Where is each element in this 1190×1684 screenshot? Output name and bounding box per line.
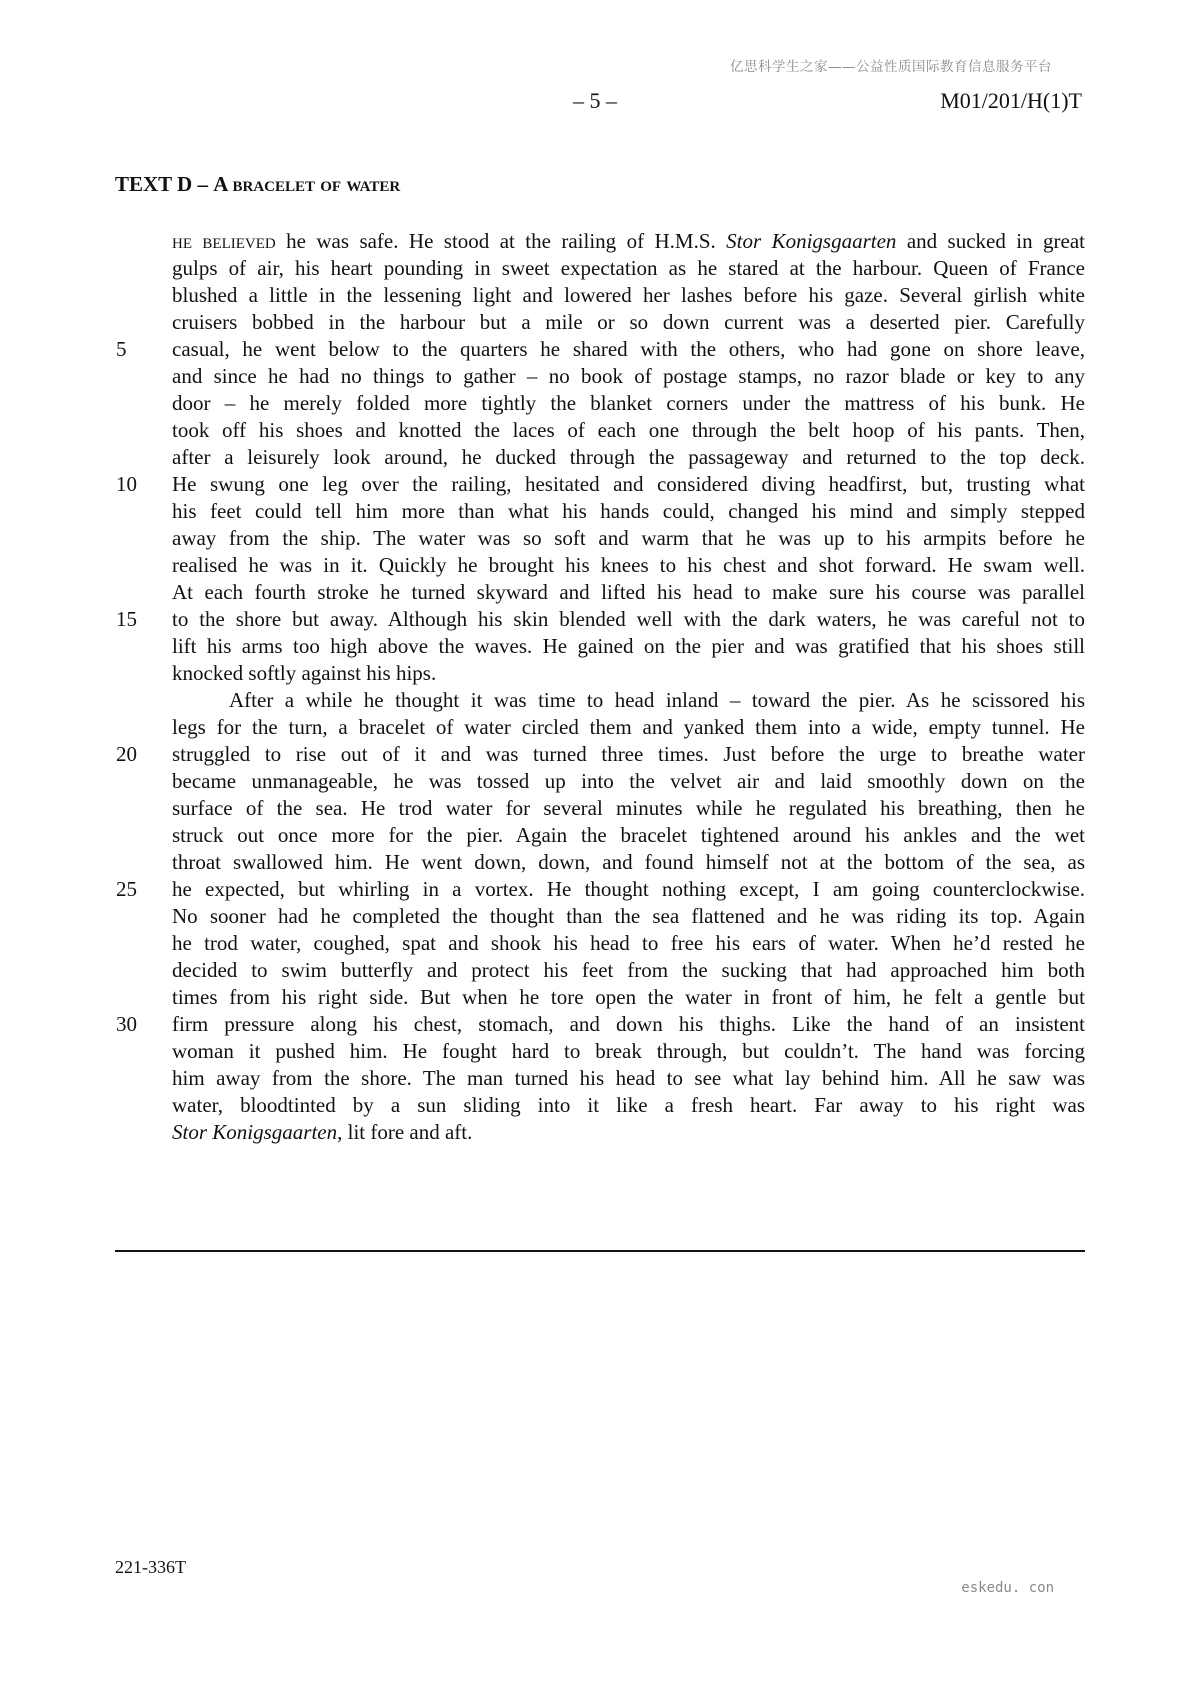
line-text: firm pressure along his chest, stomach, and down his thighs. Like the hand of an insistent xyxy=(172,1012,1085,1036)
passage-line xyxy=(116,336,1085,363)
line-number: 20 xyxy=(116,742,137,766)
passage-line: his feet could tell him more than what his hands could, changed his mind and simply stepped xyxy=(172,499,1085,523)
line-text: and sucked in great xyxy=(896,229,1085,253)
passage-line: times from his right side. But when he tore open the water in front of him, he felt a gentle but xyxy=(172,985,1085,1009)
horizontal-rule xyxy=(115,1250,1085,1252)
passage-line: After a while he thought it was time to head inland – toward the pier. As he scissored his xyxy=(229,688,1085,712)
line-text: he expected, but whirling in a vortex. He thought nothing except, I am going counterclockwise. xyxy=(172,877,1085,901)
footer-watermark: eskedu. con xyxy=(961,1580,1054,1596)
passage-line: throat swallowed him. He went down, down, and found himself not at the bottom of the sea, as xyxy=(172,850,1085,874)
passage-line: after a leisurely look around, he ducked through the passageway and returned to the top deck. xyxy=(172,445,1085,469)
passage-line xyxy=(116,606,1085,633)
passage-line xyxy=(116,741,1085,768)
title-prefix: TEXT D – xyxy=(115,172,214,196)
passage-line: became unmanageable, he was tossed up into the velvet air and laid smoothly down on the xyxy=(172,769,1085,793)
passage-line xyxy=(116,471,1085,498)
line-text: casual, he went below to the quarters he shared with the others, who had gone on shore leave, xyxy=(172,337,1085,361)
passage-line: lift his arms too high above the waves. He gained on the pier and was gratified that his shoes still xyxy=(172,634,1085,658)
passage-line: surface of the sea. He trod water for several minutes while he regulated his breathing, then he xyxy=(172,796,1085,820)
passage-line-final xyxy=(172,1119,1085,1146)
passage-line: cruisers bobbed in the harbour but a mile or so down current was a deserted pier. Carefully xyxy=(172,310,1085,334)
passage-line: door – he merely folded more tightly the blanket corners under the mattress of his bunk. He xyxy=(172,391,1085,415)
passage-line: woman it pushed him. He fought hard to break through, but couldn’t. The hand was forcing xyxy=(172,1039,1085,1063)
passage-line: blushed a little in the lessening light and lowered her lashes before his gaze. Several girlish white xyxy=(172,283,1085,307)
line-text: struggled to rise out of it and was turned three times. Just before the urge to breathe water xyxy=(172,742,1085,766)
line-number: 10 xyxy=(116,472,137,496)
line-number: 15 xyxy=(116,607,137,631)
footer-code: 221-336T xyxy=(115,1557,186,1577)
header-watermark: 亿思科学生之家——公益性质国际教育信息服务平台 xyxy=(730,59,1052,75)
line-text: lit fore and aft. xyxy=(342,1120,473,1144)
passage-line: No sooner had he completed the thought than the sea flattened and he was riding its top. Again xyxy=(172,904,1085,928)
passage-line: away from the ship. The water was so soft and warm that he was up to his armpits before he xyxy=(172,526,1085,550)
ship-name: Stor Konigsgaarten xyxy=(726,229,897,253)
line-number: 30 xyxy=(116,1012,137,1036)
passage-line xyxy=(116,876,1085,903)
page-number: – 5 – xyxy=(573,88,617,113)
line-text: to the shore but away. Although his skin blended well with the dark waters, he was careful not to xyxy=(172,607,1085,631)
passage-line: At each fourth stroke he turned skyward and lifted his head to make sure his course was parallel xyxy=(172,580,1085,604)
passage-line: decided to swim butterfly and protect his feet from the sucking that had approached him both xyxy=(172,958,1085,982)
document-code: M01/201/H(1)T xyxy=(940,88,1082,113)
passage-line xyxy=(116,1011,1085,1038)
passage-line: took off his shoes and knotted the laces of each one through the belt hoop of his pants. Then, xyxy=(172,418,1085,442)
section-title xyxy=(115,172,400,197)
line-text: He swung one leg over the railing, hesitated and considered diving headfirst, but, trusting what xyxy=(172,472,1085,496)
line-number: 25 xyxy=(116,877,137,901)
line-number: 5 xyxy=(116,337,127,361)
passage-line: and since he had no things to gather – no book of postage stamps, no razor blade or key to any xyxy=(172,364,1085,388)
title-name: A bracelet of water xyxy=(213,172,401,196)
passage-line: struck out once more for the pier. Again the bracelet tightened around his ankles and the wet xyxy=(172,823,1085,847)
passage-line: water, bloodtinted by a sun sliding into it like a fresh heart. Far away to his right was xyxy=(172,1093,1085,1117)
passage-line: realised he was in it. Quickly he brought his knees to his chest and shot forward. He swam well. xyxy=(172,553,1085,577)
passage-line: him away from the shore. The man turned his head to see what lay behind him. All he saw was xyxy=(172,1066,1085,1090)
passage-line: knocked softly against his hips. xyxy=(172,661,437,685)
line-text: he was safe. He stood at the railing of H.M.S. xyxy=(275,229,727,253)
passage-line: he trod water, coughed, spat and shook his head to free his ears of water. When he’d rested he xyxy=(172,931,1085,955)
opening-words: he believed xyxy=(172,229,276,253)
ship-name: Stor Konigsgaarten, xyxy=(172,1120,343,1144)
passage xyxy=(116,228,1085,1146)
passage-line: legs for the turn, a bracelet of water circled them and yanked them into a wide, empty tunnel. He xyxy=(172,715,1085,739)
passage-line: gulps of air, his heart pounding in sweet expectation as he stared at the harbour. Queen of France xyxy=(172,256,1085,280)
passage-line-1 xyxy=(172,228,1085,255)
